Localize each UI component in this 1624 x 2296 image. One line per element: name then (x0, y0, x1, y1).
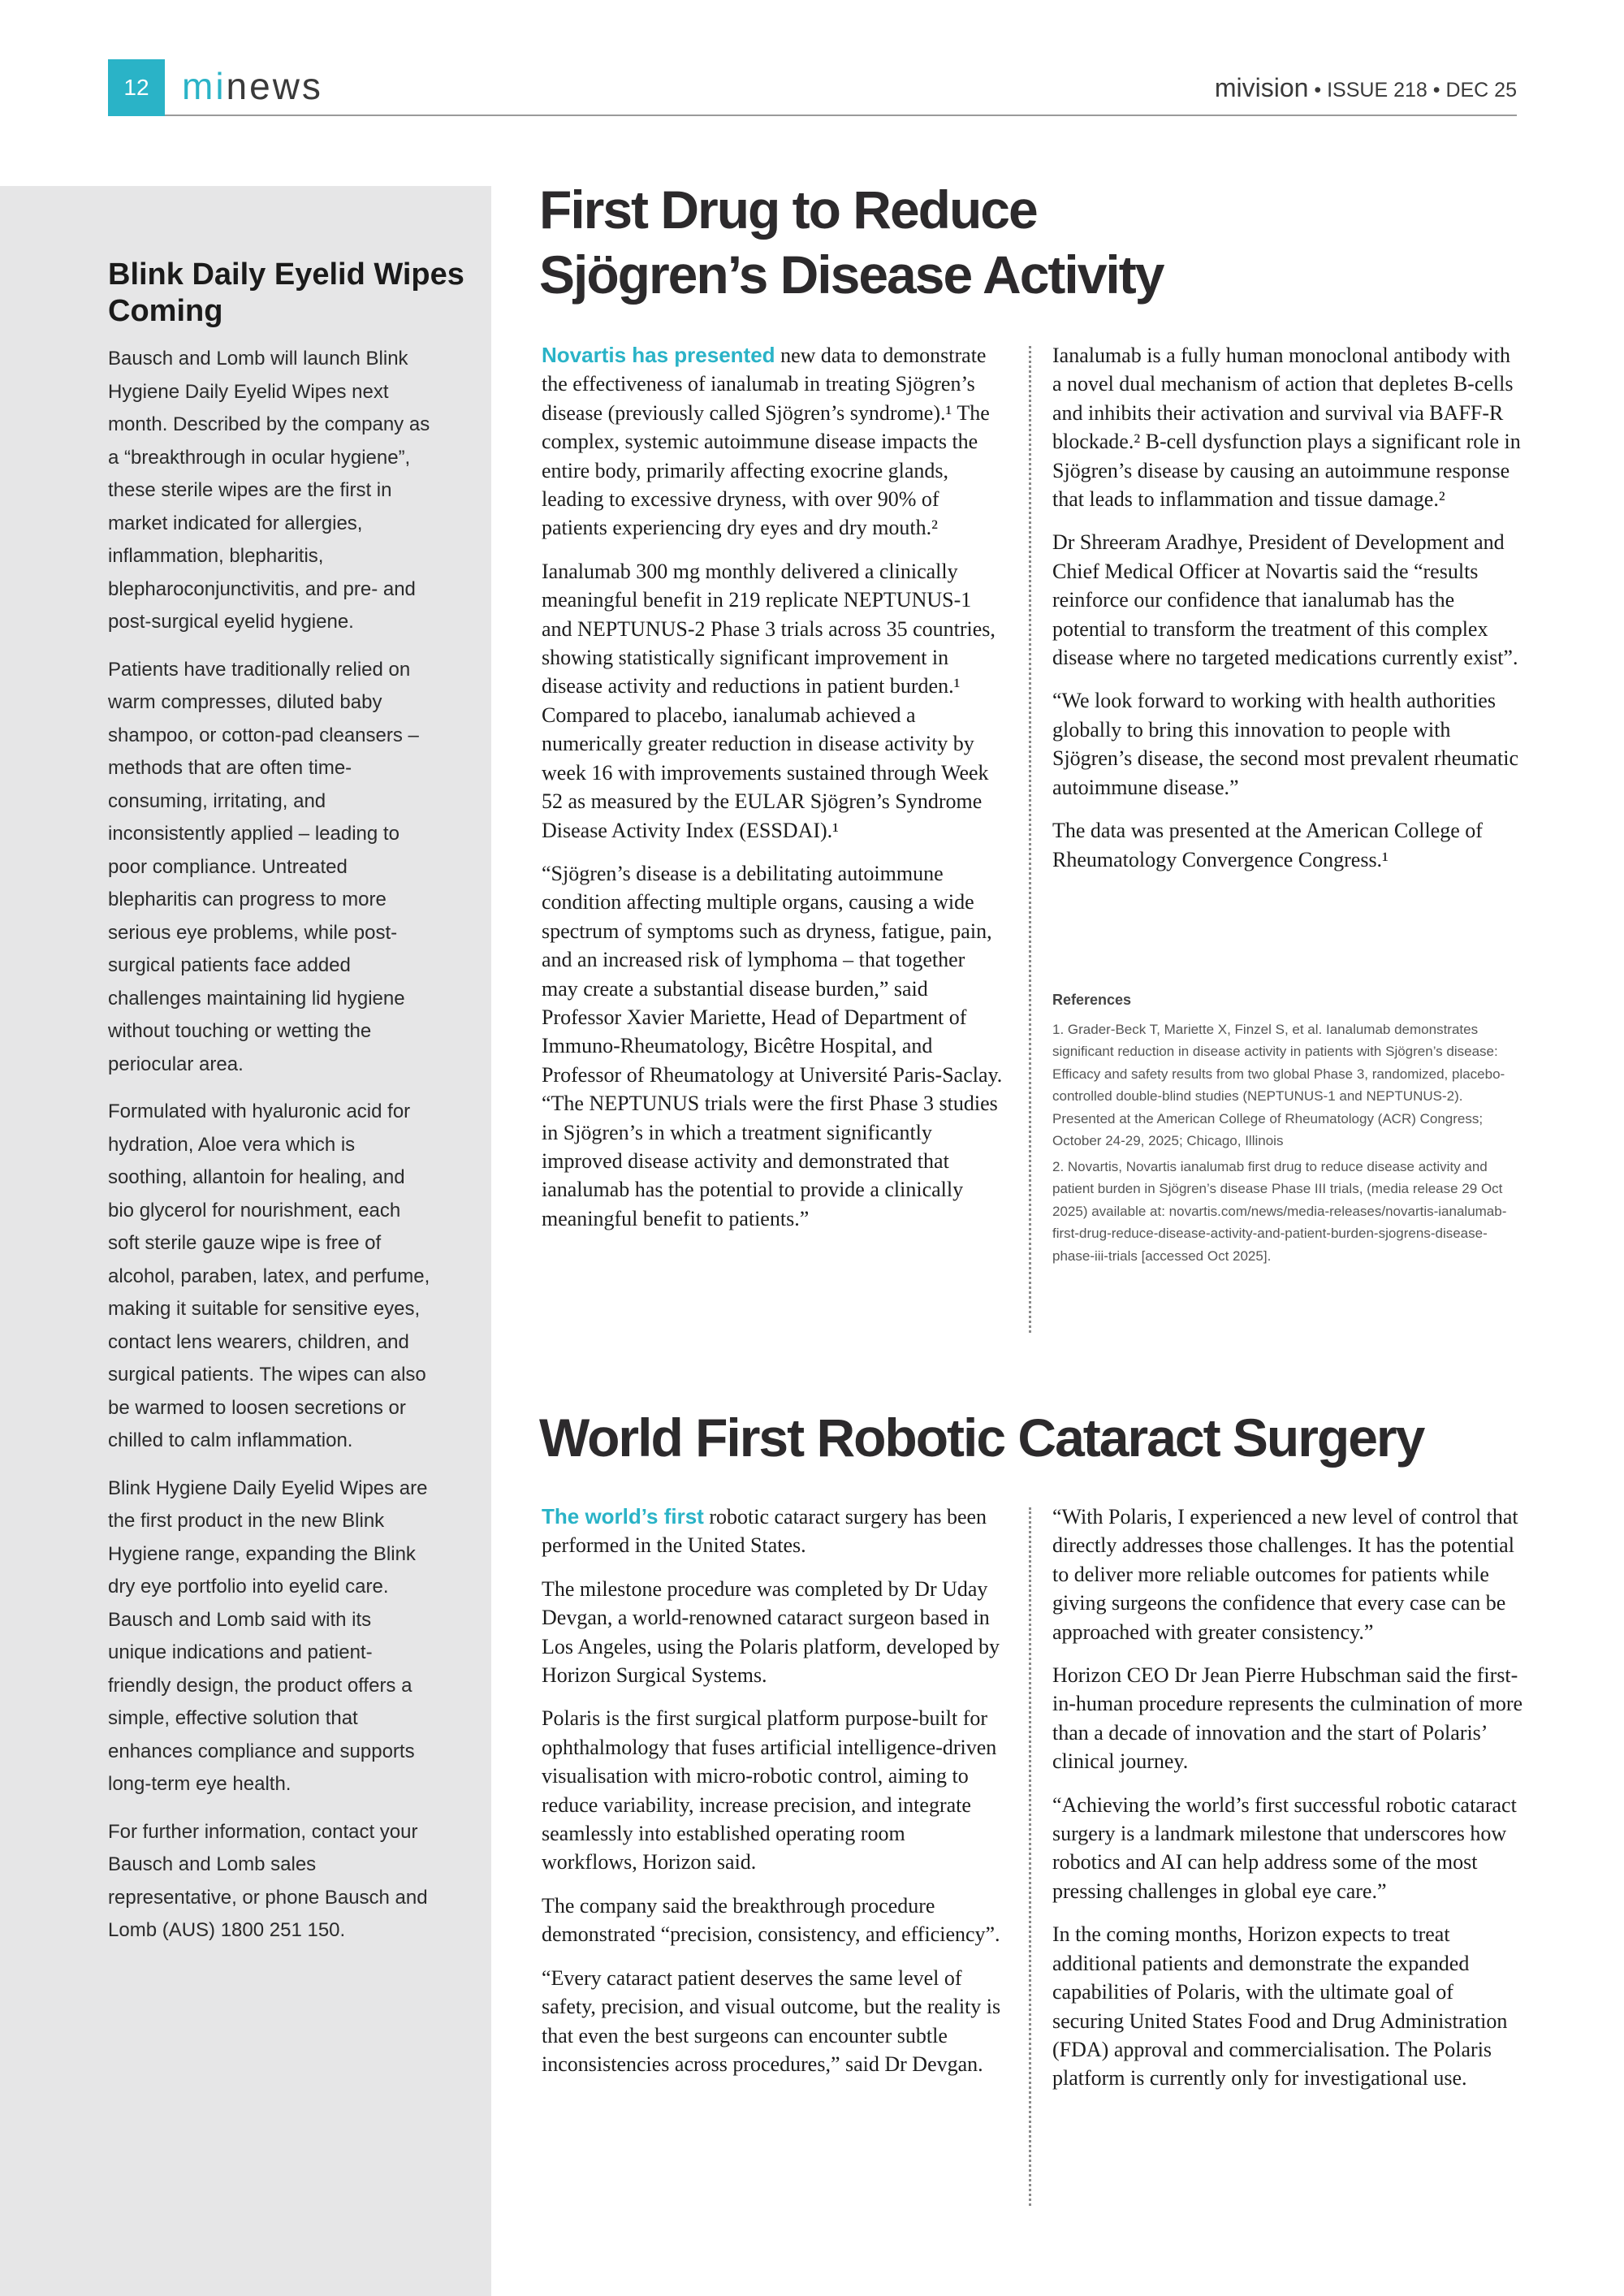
article1-paragraph: The data was presented at the American College of Rheumatology Convergence Congress.¹ (1052, 819, 1483, 871)
article1-title (539, 177, 1163, 307)
article1-paragraph: “We look forward to working with health authorities globally to bring this innovation to people with Sjögren’s disease, the second most prevalent rheumatic autoimmune disease.” (1052, 689, 1519, 799)
article1-paragraph: Dr Shreeram Aradhye, President of Development and Chief Medical Officer at Novartis said the “results reinforce our confidence that ianalumab has the potential to transform the treatment of this complex disease where no targeted medications currently exist”. (1052, 530, 1518, 670)
header-divider (165, 115, 1517, 116)
sidebar-body (108, 343, 433, 1962)
issue-date: DEC 25 (1445, 79, 1517, 102)
article2-lead-paragraph (542, 1503, 1003, 1560)
sidebar-paragraph: Patients have traditionally relied on warm compresses, diluted baby shampoo, or cotton-pad cleansers – methods that are often time-consuming, irritating, and inconsistently applied – leading to poor compliance. Untreated blepharitis can progress to more serious eye problems, while post-surgical patients face added challenges maintaining lid hygiene without touching or wetting the periocular area. (108, 658, 419, 1075)
article2-column-divider (1029, 1507, 1031, 2206)
article1-title-line1: First Drug to Reduce (539, 179, 1037, 240)
separator: • (1432, 79, 1440, 102)
sidebar-paragraph: Bausch and Lomb will launch Blink Hygiene Daily Eyelid Wipes next month. Described by the company as a “breakthrough in ocular hygiene”, these sterile wipes are the first in market indicated for allergies, inflammation, blepharitis, blepharoconjunctivitis, and pre- and post-surgical eyelid hygiene. (108, 348, 430, 633)
article2-left-column (542, 1503, 1003, 2093)
magazine-name: mivision (1214, 73, 1309, 102)
article1-left-column (542, 341, 1003, 1247)
article2-paragraph: “With Polaris, I experienced a new level of control that directly addresses those challenges. It has the potential to deliver more reliable outcomes for patients while giving surgeons the confidence that every case can be approached with greater consistency.” (1052, 1505, 1518, 1644)
issue-line (1215, 75, 1517, 103)
article1-right-column (1052, 341, 1523, 889)
article1-lead-text: new data to demonstrate the effectiveness of ianalumab in treating Sjögren’s disease (previously called Sjögren’s syndrome).¹ The complex, systemic autoimmune disease impacts the entire body, primarily affecting exocrine glands, leading to excessive dryness, with over 90% of patients experiencing dry eyes and dry mouth.² (542, 344, 990, 540)
article1-paragraph: Ianalumab is a fully human monoclonal antibody with a novel dual mechanism of action that depletes B-cells and inhibits their activation and survival via BAFF-R blockade.² B-cell dysfunction plays a significant role in Sjögren’s disease by causing an autoimmune response that leads to inflammation and tissue damage.² (1052, 344, 1521, 512)
sidebar-paragraph: For further information, contact your Bausch and Lomb sales representative, or phone Bausch and Lomb (AUS) 1800 251 150. (108, 1820, 428, 1941)
references-heading: References (1052, 992, 1132, 1008)
article2-lead: The world’s first (542, 1504, 704, 1529)
article1-paragraph: “Sjögren’s disease is a debilitating autoimmune condition affecting multiple organs, causing a wide spectrum of symptoms such as dryness, fatigue, pain, and an increased risk of lymphoma – that together may create a substantial disease burden,” said Professor Xavier Mariette, Head of Department of Immuno-Rheumatology, Bicêtre Hospital, and Professor of Rheumatology at Université Paris-Saclay. “The NEPTUNUS trials were the first Phase 3 studies in Sjögren’s in which a treatment significantly improved disease activity and demonstrated that ianalumab has the potential to provide a clinically meaningful benefit to patients.” (542, 861, 1003, 1230)
separator: • (1314, 79, 1322, 102)
article2-right-column (1052, 1503, 1523, 2108)
page-number: 12 (108, 59, 165, 116)
article1-paragraph: Ianalumab 300 mg monthly delivered a clinically meaningful benefit in 219 replicate NEPTUNUS-1 and NEPTUNUS-2 Phase 3 trials across 35 countries, showing statistically significant improvement in disease activity and reductions in patient burden.¹ Compared to placebo, ianalumab achieved a numerically greater reduction in disease activity by week 16 with improvements sustained through Week 52 as measured by the EULAR Sjögren’s Syndrome Disease Activity Index (ESSDAI).¹ (542, 559, 996, 842)
reference-item: 1. Grader-Beck T, Mariette X, Finzel S, et al. Ianalumab demonstrates significant reduction in disease activity in patients with Sjögren’s disease: Efficacy and safety results from two global Phase 3, randomized, placebo-controlled double-blind studies (NEPTUNUS-1 and NEPTUNUS-2). Presented at the American College of Rheumatology (ACR) Congress; October 24-29, 2025; Chicago, Illinois (1052, 1021, 1505, 1148)
article2-paragraph: “Achieving the world’s first successful robotic cataract surgery is a landmark milestone that underscores how robotics and AI can help address some of the most pressing challenges in global eye care.” (1052, 1792, 1517, 1903)
article1-lead-paragraph (542, 341, 1003, 543)
article1-column-divider (1029, 346, 1031, 1333)
article2-paragraph: “Every cataract patient deserves the same level of safety, precision, and visual outcome, but the reality is that even the best surgeons can encounter subtle inconsistencies across procedures,” said Dr Devgan. (542, 1965, 1001, 2076)
section-label-prefix: mi (182, 65, 227, 107)
sidebar-paragraph: Formulated with hyaluronic acid for hydration, Aloe vera which is soothing, allantoin for healing, and bio glycerol for nourishment, each soft sterile gauze wipe is free of alcohol, paraben, latex, and perfume, making it suitable for sensitive eyes, contact lens wearers, children, and surgical patients. The wipes can also be warmed to loosen secretions or chilled to calm inflammation. (108, 1100, 430, 1451)
article1-lead: Novartis has presented (542, 343, 775, 367)
article2-paragraph: The company said the breakthrough procedure demonstrated “precision, consistency, and efficiency”. (542, 1893, 1000, 1947)
article2-paragraph: In the coming months, Horizon expects to treat additional patients and demonstrate the expanded capabilities of Polaris, with the ultimate goal of securing United States Food and Drug Administration (FDA) approval and commercialisation. The Polaris platform is currently only for investigational use. (1052, 1922, 1508, 2091)
article1-title-line2: Sjögren’s Disease Activity (539, 244, 1164, 305)
article2-paragraph: The milestone procedure was completed by Dr Uday Devgan, a world-renowned cataract surgeon based in Los Angeles, using the Polaris platform, developed by Horizon Surgical Systems. (542, 1576, 1000, 1688)
section-label-suffix: news (226, 65, 323, 107)
reference-item: 2. Novartis, Novartis ianalumab first drug to reduce disease activity and patient burden in Sjögren’s disease Phase III trials, (media release 29 Oct 2025) available at: novartis.com/news/media-releases/novartis-ianalumab-first-drug-reduce-disease-activity-and-patient-burden-sjogrens-disease-phase-iii-trials [accessed Oct 2025]. (1052, 1158, 1507, 1264)
article2-title: World First Robotic Cataract Surgery (539, 1407, 1424, 1468)
sidebar-title: Blink Daily Eyelid Wipes Coming (108, 257, 464, 328)
article1-references (1052, 989, 1515, 1270)
issue-number: ISSUE 218 (1327, 79, 1427, 102)
sidebar-paragraph: Blink Hygiene Daily Eyelid Wipes are the first product in the new Blink Hygiene range, expanding the Blink dry eye portfolio into eyelid care. Bausch and Lomb said with its unique indications and patient-friendly design, the product offers a simple, effective solution that enhances compliance and supports long-term eye health. (108, 1477, 428, 1795)
article2-paragraph: Polaris is the first surgical platform purpose-built for ophthalmology that fuses artificial intelligence-driven visualisation with micro-robotic control, aiming to reduce variability, increase precision, and integrate seamlessly into established operating room workflows, Horizon said. (542, 1706, 997, 1874)
article2-lead-text: robotic cataract surgery has been performed in the United States. (542, 1505, 987, 1558)
article2-paragraph: Horizon CEO Dr Jean Pierre Hubschman said the first-in-human procedure represents the culmination of more than a decade of innovation and the start of Polaris’ clinical journey. (1052, 1663, 1523, 1774)
section-label (182, 63, 323, 109)
